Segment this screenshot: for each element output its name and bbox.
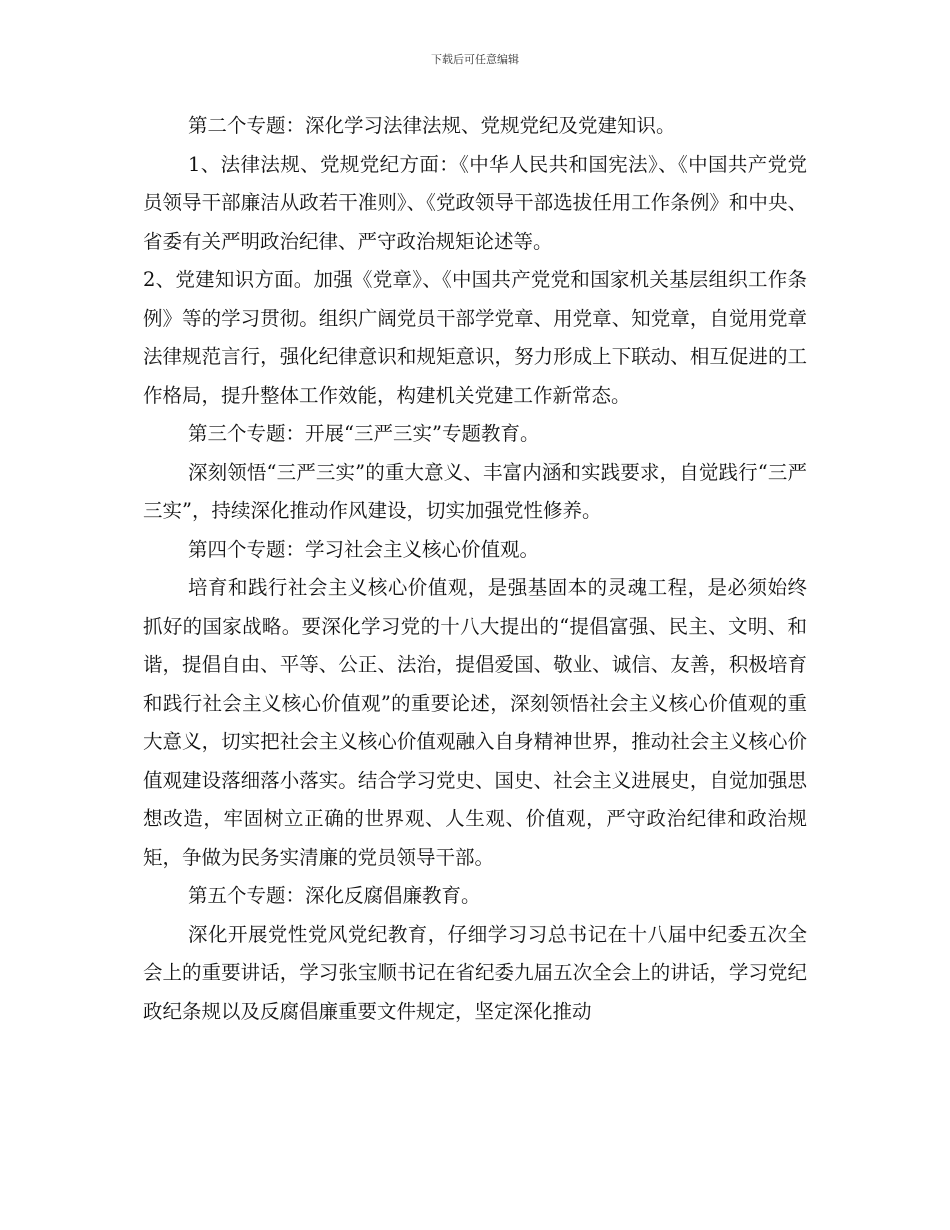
page-header: 下载后可任意编辑 [431, 53, 519, 66]
document-body [143, 107, 807, 1031]
paragraph-topic-4-title: 第四个专题：学习社会主义核心价值观。 [188, 537, 540, 561]
paragraph-party-building: 2、党建知识方面。加强《党章》、《中国共产党党和国家机关基层组织工作条例》等的学习贯彻。组织广阔党员干部学党章、用党章、知党章，自觉用党章法律规范言行，强化纪律意识和规矩意识，努力形成上下联动、相互促进的工作格局，提升整体工作效能，构建机关党建工作新常态。 [143, 268, 807, 407]
paragraph-topic-5-title: 第五个专题：深化反腐倡廉教育。 [188, 884, 481, 907]
paragraph-anti-corruption: 深化开展党性党风党纪教育，仔细学习习总书记在十八届中纪委五次全会上的重要讲话，学习张宝顺书记在省纪委九届五次全会上的讲话，学习党纪政纪条规以及反腐倡廉重要文件规定，坚定深化推动 [143, 922, 807, 1023]
paragraph-laws-regulations: 1、法律法规、党规党纪方面：《中华人民共和国宪法》、《中国共产党党员领导干部廉洁从政若干准则》、《党政领导干部选拔任用工作条例》和中央、省委有关严明政治纪律、严守政治规矩论述等。 [143, 152, 807, 253]
paragraph-three-stricts: 深刻领悟“三严三实”的重大意义、丰富内涵和实践要求，自觉践行“三严三实”，持续深化推动作风建设，切实加强党性修养。 [143, 460, 807, 522]
paragraph-topic-3-title: 第三个专题：开展“三严三实”专题教育。 [188, 422, 540, 445]
paragraph-core-values: 培育和践行社会主义核心价值观，是强基固本的灵魂工程，是必须始终抓好的国家战略。要深化学习党的十八大提出的“提倡富强、民主、文明、和谐，提倡自由、平等、公正、法治，提倡爱国、敬业、诚信、友善，积极培育和践行社会主义核心价值观”的重要论述，深刻领悟社会主义核心价值观的重大意义，切实把社会主义核心价值观融入自身精神世界，推动社会主义核心价值观建设落细落小落实。结合学习党史、国史、社会主义进展史，自觉加强思想改造，牢固树立正确的世界观、人生观、价值观，严守政治纪律和政治规矩，争做为民务实清廉的党员领导干部。 [143, 576, 807, 869]
paragraph-topic-2-title: 第二个专题：深化学习法律法规、党规党纪及党建知识。 [188, 114, 676, 137]
